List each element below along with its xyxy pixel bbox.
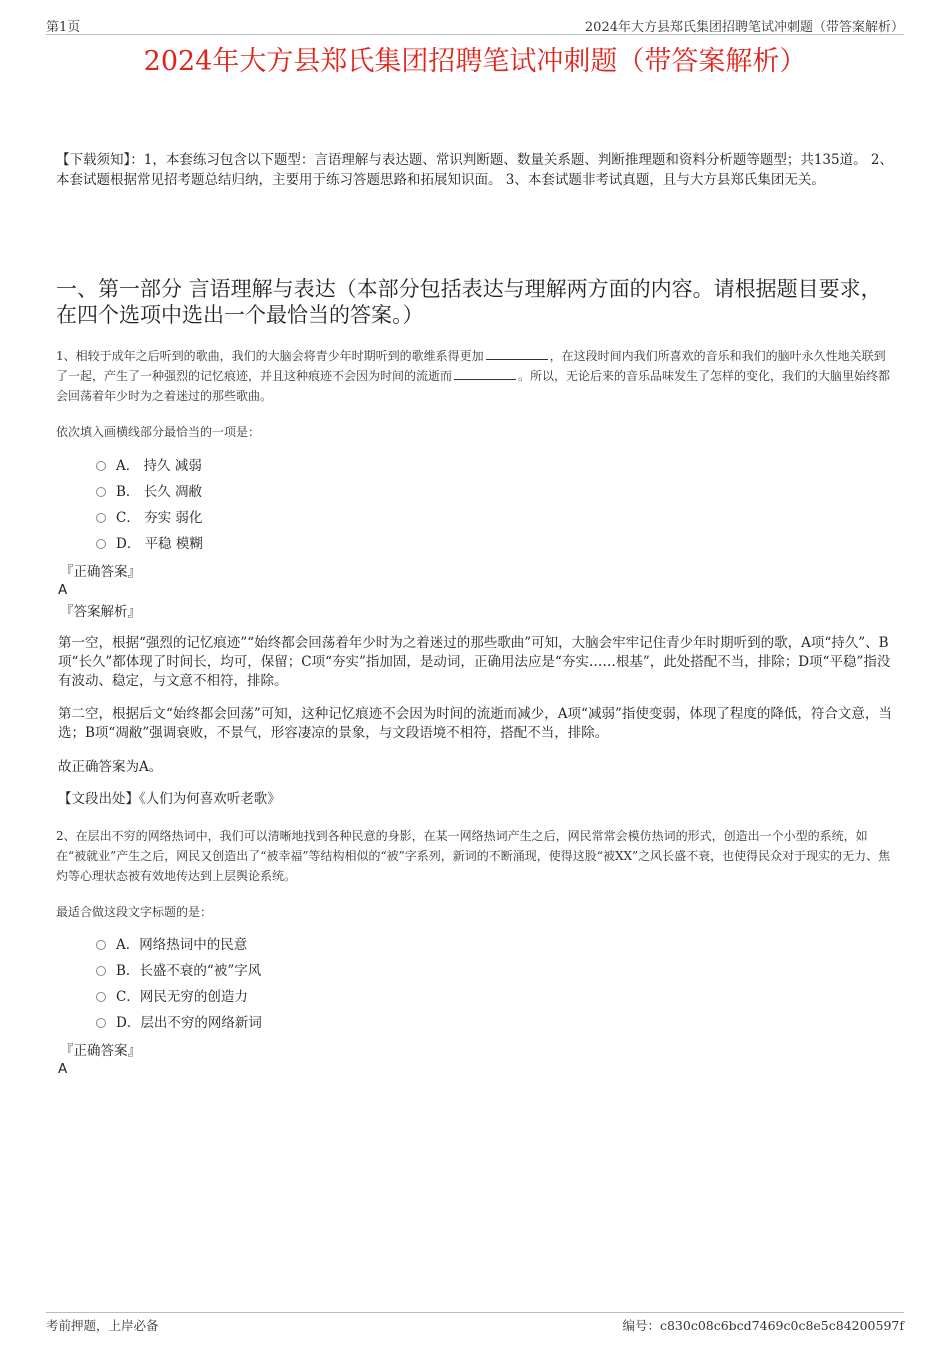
q1-option-a[interactable]: A． 持久 减弱 <box>96 456 202 476</box>
question-1-text: 1、相较于成年之后听到的歌曲，我们的大脑会将青少年时期听到的歌维系得更加 ，在这段时间内我们所喜欢的音乐和我们的脑叶永久性地关联到了一起，产生了一种强烈的记忆痕迹，并且这种痕迹不会因为时间的流逝而 。所以，无论后来的音乐品味发生了怎样的变化，我们的大脑里始终都会回荡着年少时为之着迷过的那些歌曲。 <box>56 349 891 403</box>
q2-option-b[interactable]: B．长盛不衰的“被”字风 <box>96 961 261 981</box>
page-footer <box>46 1312 904 1333</box>
q1-analysis-label: 『答案解析』 <box>60 604 141 620</box>
q2-option-a[interactable]: A．网络热词中的民意 <box>96 935 247 955</box>
answer-blank <box>486 348 548 360</box>
answer-blank <box>454 368 516 380</box>
question-2-prompt: 最适合做这段文字标题的是： <box>56 905 213 919</box>
q2-correct-label: 『正确答案』 <box>60 1043 141 1059</box>
radio-icon[interactable] <box>96 992 106 1002</box>
download-notice: 【下载须知】：1，本套练习包含以下题型：言语理解与表达题、常识判断题、数量关系题、判断推理题和资料分析题等题型；共135道。 2、本套试题根据常见招考题总结归纳，主要用于练习答题思路和拓展知识面。 3、本套试题非考试真题，且与大方县郑氏集团无关。 <box>56 152 893 188</box>
q2-option-d[interactable]: D．层出不穷的网络新词 <box>96 1013 262 1033</box>
q1-analysis-paragraph-2: 第二空，根据后文“始终都会回荡”可知，这种记忆痕迹不会因为时间的流逝而减少，A项“减弱”指使变弱，体现了程度的降低，符合文意，当选；B项“凋敝”强调衰败，不景气，形容凄凉的景象，与文段语境不相符，搭配不当，排除。 <box>58 706 892 741</box>
page-number: 第1页 <box>46 20 81 35</box>
radio-icon[interactable] <box>96 966 106 976</box>
q1-option-d[interactable]: D． 平稳 模糊 <box>96 534 203 554</box>
q1-option-c[interactable]: C． 夯实 弱化 <box>96 508 202 528</box>
q1-source: 【文段出处】《人们为何喜欢听老歌》 <box>58 791 281 807</box>
header-doc-title: 2024年大方县郑氏集团招聘笔试冲刺题（带答案解析） <box>584 20 904 35</box>
footer-document-id: 编号：c830c08c6bcd7469c0c8e5c84200597f <box>622 1318 904 1333</box>
q1-analysis-paragraph-1: 第一空，根据“强烈的记忆痕迹”“始终都会回荡着年少时为之着迷过的那些歌曲”可知，大脑会牢牢记住青少年时期听到的歌，A项“持久”、B项“长久”都体现了时间长，均可，保留；C项“夯实”指加固，是动词，正确用法应是“夯实……根基”，此处搭配不当，排除；D项“平稳”指没有波动、稳定，与文意不相符，排除。 <box>58 635 891 689</box>
q1-option-b[interactable]: B． 长久 凋敝 <box>96 482 202 502</box>
q2-option-c[interactable]: C．网民无穷的创造力 <box>96 987 248 1007</box>
q1-analysis-conclusion: 故正确答案为A。 <box>58 759 163 775</box>
page-header <box>46 14 904 35</box>
radio-icon[interactable] <box>96 539 106 549</box>
q2-correct-answer: A <box>58 1061 68 1077</box>
radio-icon[interactable] <box>96 940 106 950</box>
document-title: 2024年大方县郑氏集团招聘笔试冲刺题（带答案解析） <box>143 46 807 77</box>
radio-icon[interactable] <box>96 461 106 471</box>
radio-icon[interactable] <box>96 1018 106 1028</box>
q1-correct-label: 『正确答案』 <box>60 564 141 580</box>
q1-correct-answer: A <box>58 582 68 598</box>
question-2-text: 2、在层出不穷的网络热词中，我们可以清晰地找到各种民意的身影，在某一网络热词产生之后，网民常常会模仿热词的形式，创造出一个小型的系统，如在“被就业”产生之后，网民又创造出了“被幸福”等结构相似的“被”字系列，新词的不断涌现，使得这股“被XX”之风长盛不衰，也使得民众对于现实的无力、焦灼等心理状态被有效地传达到上层舆论系统。 <box>56 829 891 883</box>
radio-icon[interactable] <box>96 513 106 523</box>
section-heading: 一、第一部分 言语理解与表达（本部分包括表达与理解两方面的内容。请根据题目要求，在四个选项中选出一个最恰当的答案。） <box>56 277 882 327</box>
footer-slogan: 考前押题，上岸必备 <box>46 1318 159 1333</box>
question-1-prompt: 依次填入画横线部分最恰当的一项是： <box>56 425 261 439</box>
radio-icon[interactable] <box>96 487 106 497</box>
